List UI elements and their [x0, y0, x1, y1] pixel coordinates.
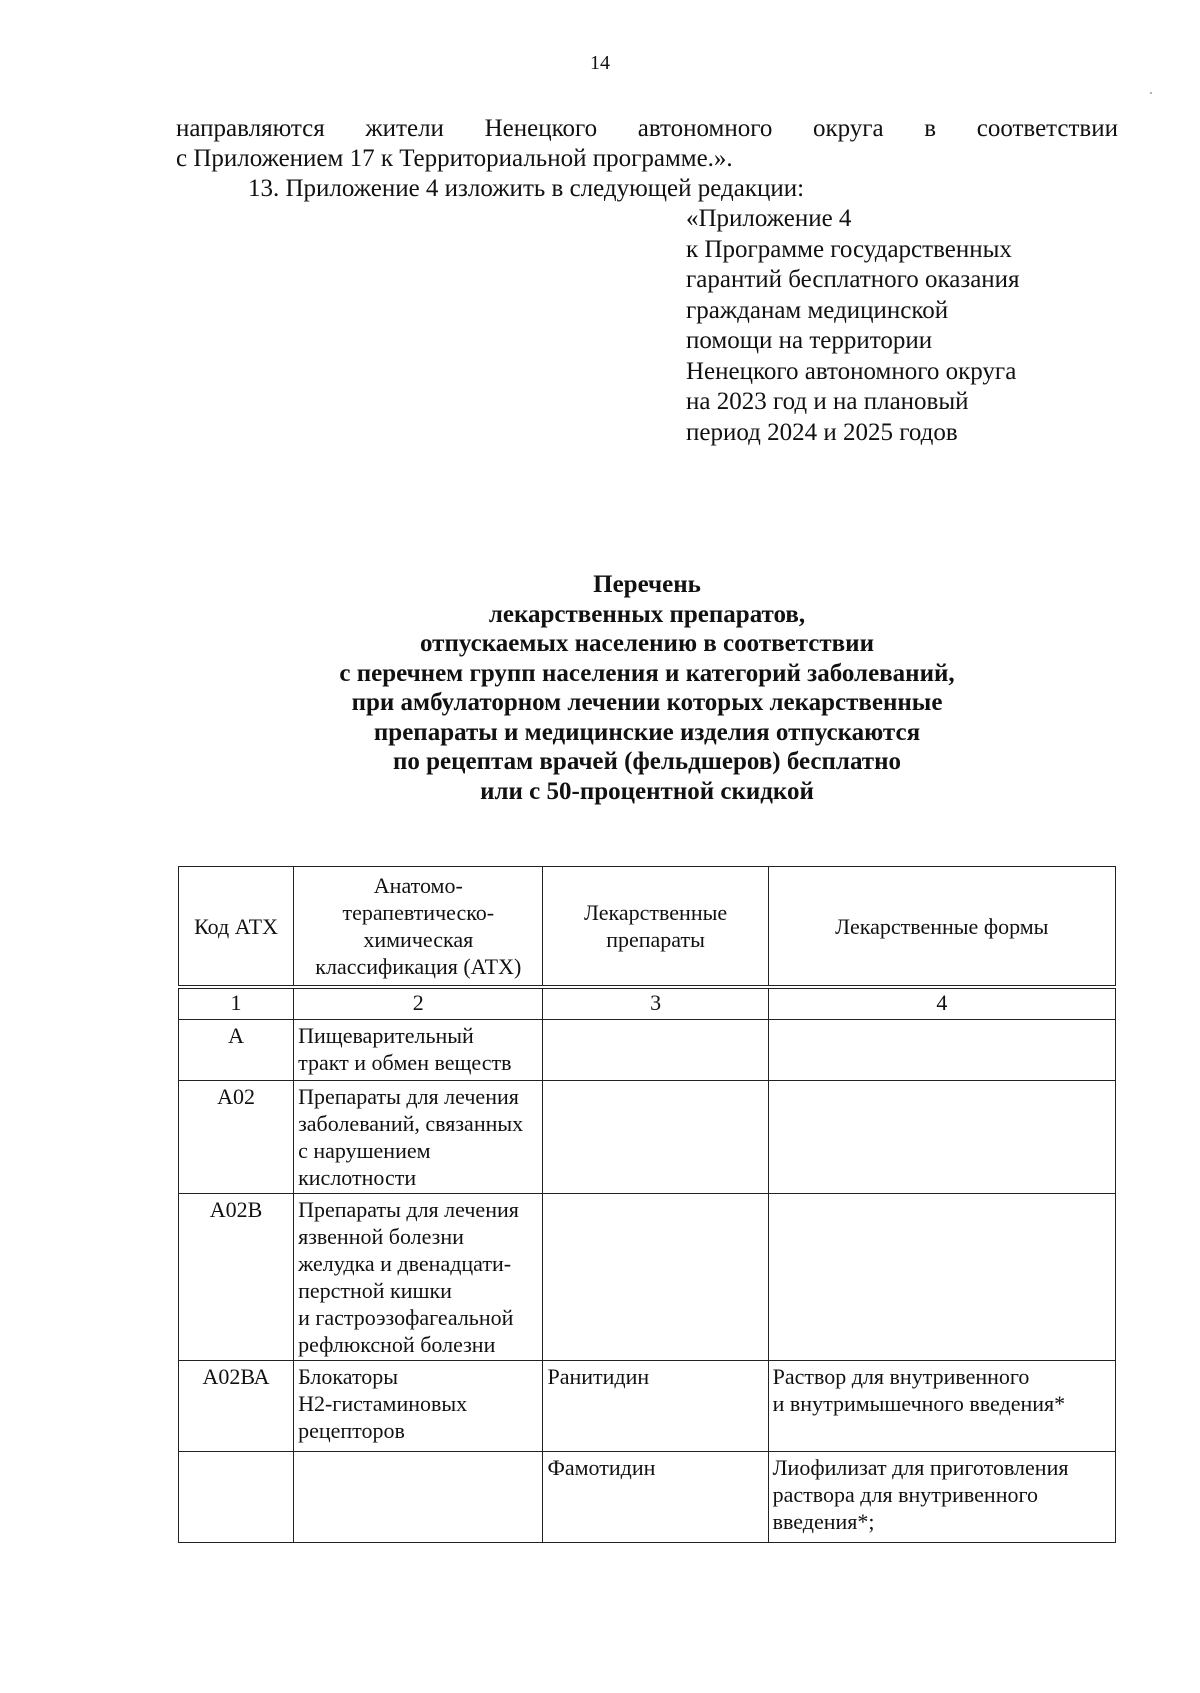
heading-line: отпускаемых населению в соответствии	[420, 630, 874, 657]
cell-line: Раствор для внутривенного	[772, 1364, 1030, 1389]
drug-cell	[543, 1194, 768, 1361]
cell-line: Лиофилизат для приготовления	[772, 1455, 1069, 1480]
appendix-line: гарантий бесплатного оказания	[686, 266, 1020, 293]
appendix-line: период 2024 и 2025 годов	[686, 418, 958, 446]
header-drugs	[543, 867, 768, 988]
cell-line: и внутримышечного введения*	[772, 1391, 1066, 1416]
cell-line: и гастроэзофагеальной	[298, 1305, 514, 1330]
atc-class-cell	[294, 1081, 543, 1194]
atc-code-cell: А02	[179, 1081, 294, 1194]
cell-line: желудка и двенадцати-	[298, 1251, 512, 1276]
header-line: терапевтическо-	[342, 900, 495, 925]
heading-line: с перечнем групп населения и категорий заболеваний,	[339, 659, 955, 687]
cell-line: с нарушением	[298, 1138, 431, 1163]
cell-line: Н2-гистаминовых	[298, 1391, 468, 1416]
intro-line-2: с Приложением 17 к Территориальной программе.».	[176, 145, 733, 172]
appendix-line: гражданам медицинской	[686, 296, 949, 324]
scan-speck	[1150, 92, 1152, 94]
table-row	[179, 1361, 1116, 1452]
header-line: препараты	[606, 927, 705, 952]
dosage-form-cell	[768, 1081, 1115, 1194]
cell-line: рефлюксной болезни	[298, 1332, 496, 1357]
cell-line: Блокаторы	[298, 1364, 399, 1389]
cell-line: рецепторов	[298, 1418, 405, 1443]
header-line: классификация (АТХ)	[315, 954, 522, 979]
header-dosage-forms: Лекарственные формы	[768, 867, 1115, 988]
intro-line-1	[176, 114, 1118, 144]
intro-word: жители	[365, 115, 444, 142]
header-atc-code: Код АТХ	[179, 867, 294, 988]
atc-code-cell: А02ВА	[179, 1361, 294, 1452]
amendment-item-13: 13. Приложение 4 изложить в следующей редакции:	[248, 175, 805, 202]
appendix-line: на 2023 год и на плановый	[686, 388, 969, 415]
intro-word: Ненецкого	[484, 115, 598, 142]
header-atc-classification	[294, 867, 543, 988]
appendix-line: Ненецкого автономного округа	[686, 357, 1017, 385]
header-line: Анатомо-	[373, 873, 463, 898]
heading-line: при амбулаторном лечении которых лекарственные	[351, 689, 943, 716]
intro-word: направляются	[176, 115, 325, 142]
dosage-form-cell	[768, 1452, 1115, 1543]
drug-cell: Фамотидин	[543, 1452, 768, 1543]
intro-word: соответствии	[976, 115, 1118, 142]
appendix-reference	[686, 204, 1116, 448]
heading-line: лекарственных препаратов,	[488, 600, 806, 628]
drug-list-table	[178, 866, 1116, 1543]
cell-line: Пищеварительный	[298, 1023, 474, 1048]
header-line: химическая	[363, 927, 474, 952]
drug-cell: Ранитидин	[543, 1361, 768, 1452]
cell-line: кислотности	[298, 1165, 417, 1190]
table-row	[179, 1081, 1116, 1194]
intro-word: в	[924, 115, 937, 142]
cell-line: Препараты для лечения	[298, 1197, 519, 1222]
dosage-form-cell	[768, 1361, 1115, 1452]
intro-paragraph	[176, 114, 1118, 204]
cell-line: язвенной болезни	[298, 1224, 464, 1249]
heading-line: или с 50-процентной скидкой	[480, 777, 814, 805]
cell-line: перстной кишки	[298, 1278, 452, 1303]
heading-line: препараты и медицинские изделия отпускаются	[373, 718, 921, 746]
heading-line: Перечень	[593, 571, 701, 598]
atc-class-cell	[294, 1361, 543, 1452]
table-row	[179, 1194, 1116, 1361]
document-heading	[176, 570, 1118, 806]
appendix-line: «Приложение 4	[686, 205, 852, 232]
column-number: 2	[294, 987, 543, 1020]
drug-cell	[543, 1081, 768, 1194]
appendix-line: помощи на территории	[686, 327, 933, 354]
cell-line: тракт и обмен веществ	[298, 1050, 512, 1075]
column-number: 4	[768, 987, 1115, 1020]
page-number: 14	[590, 52, 610, 74]
dosage-form-cell	[768, 1194, 1115, 1361]
table-header-row	[179, 867, 1116, 988]
dosage-form-cell	[768, 1020, 1115, 1081]
column-number-row	[179, 987, 1116, 1020]
appendix-line: к Программе государственных	[686, 235, 1012, 263]
atc-class-cell	[294, 1020, 543, 1081]
atc-class-cell	[294, 1452, 543, 1543]
atc-code-cell	[179, 1452, 294, 1543]
atc-code-cell: А02В	[179, 1194, 294, 1361]
cell-line: заболеваний, связанных	[298, 1111, 524, 1136]
header-line: Лекарственные	[583, 900, 728, 925]
drug-cell	[543, 1020, 768, 1081]
cell-line: раствора для внутривенного	[772, 1482, 1038, 1507]
atc-class-cell	[294, 1194, 543, 1361]
cell-line: Препараты для лечения	[298, 1084, 519, 1109]
column-number: 3	[543, 987, 768, 1020]
table-row	[179, 1452, 1116, 1543]
atc-code-cell: А	[179, 1020, 294, 1081]
heading-line: по рецептам врачей (фельдшеров) бесплатно	[393, 748, 901, 775]
cell-line: введения*;	[772, 1509, 875, 1534]
intro-word: автономного	[637, 115, 773, 142]
intro-word: округа	[812, 115, 884, 142]
table-row	[179, 1020, 1116, 1081]
column-number: 1	[179, 987, 294, 1020]
